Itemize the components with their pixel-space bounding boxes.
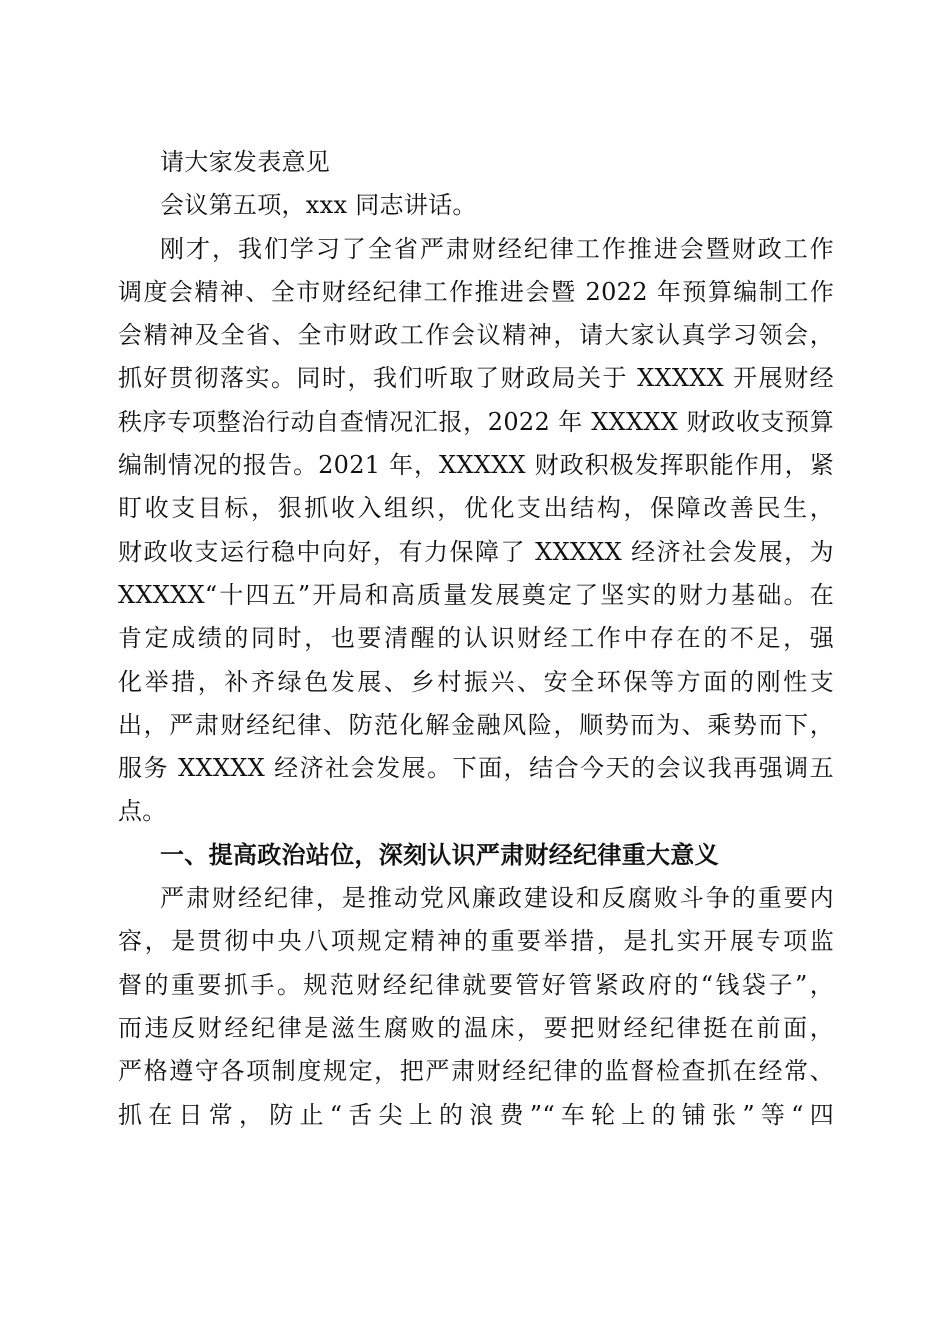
- section-heading: 一、提高政治站位，深刻认识严肃财经纪律重大意义: [160, 840, 719, 869]
- text-line: XXXXX“十四五”开局和高质量发展奠定了坚实的财力基础。在: [118, 580, 834, 609]
- document-body: [118, 141, 834, 1137]
- text-line: 请大家发表意见: [160, 148, 331, 176]
- text-line: 调度会精神、全市财经纪律工作推进会暨 2022 年预算编制工作: [118, 277, 834, 306]
- text-line: 编制情况的报告。2021 年，XXXXX 财政积极发挥职能作用，紧: [118, 451, 834, 480]
- text-line: 抓在日常，防止“舌尖上的浪费”“车轮上的铺张”等“四: [118, 1100, 834, 1129]
- text-line: 容，是贯彻中央八项规定精神的重要举措，是扎实开展专项监: [118, 927, 834, 956]
- text-line: 财政收支运行稳中向好，有力保障了 XXXXX 经济社会发展，为: [118, 537, 834, 566]
- text-line: 出，严肃财经纪律、防范化解金融风险，顺势而为、乘势而下，: [118, 710, 834, 739]
- text-line: 刚才，我们学习了全省严肃财经纪律工作推进会暨财政工作: [160, 234, 834, 263]
- text-line: 肯定成绩的同时，也要清醒的认识财经工作中存在的不足，强: [118, 624, 834, 653]
- text-line: 会议第五项，xxx 同志讲话。: [160, 191, 477, 220]
- text-line: 督的重要抓手。规范财经纪律就要管好管紧政府的“钱袋子”，: [118, 970, 834, 999]
- text-line: 严格遵守各项制度规定，把严肃财经纪律的监督检查抓在经常、: [118, 1057, 834, 1086]
- text-line: 严肃财经纪律，是推动党风廉政建设和反腐败斗争的重要内: [160, 884, 834, 913]
- text-line: 而违反财经纪律是滋生腐败的温床，要把财经纪律挺在前面，: [118, 1013, 834, 1042]
- text-line: 盯收支目标，狠抓收入组织，优化支出结构，保障改善民生，: [118, 494, 834, 523]
- text-line: 服务 XXXXX 经济社会发展。下面，结合今天的会议我再强调五: [118, 754, 834, 783]
- text-line: 点。: [118, 797, 167, 826]
- text-line: 化举措，补齐绿色发展、乡村振兴、安全环保等方面的刚性支: [118, 667, 834, 696]
- text-line: 抓好贯彻落实。同时，我们听取了财政局关于 XXXXX 开展财经: [118, 364, 834, 393]
- text-line: 秩序专项整治行动自查情况汇报，2022 年 XXXXX 财政收支预算: [118, 407, 834, 436]
- text-line: 会精神及全省、全市财政工作会议精神，请大家认真学习领会，: [118, 321, 834, 350]
